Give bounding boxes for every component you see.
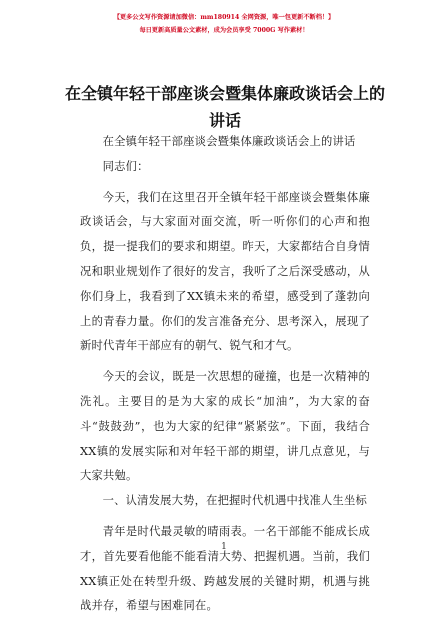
title-line2: 讲话 xyxy=(208,111,241,130)
promo-banner-line1: 【更多公文写作资源请加微信：mm180914 全网资源，唯一包更新不断档！】 xyxy=(113,14,335,21)
section-heading-1: 一、认清发展大势，在把握时代机遇中找准人生坐标 xyxy=(102,494,368,508)
greeting: 同志们： xyxy=(102,159,149,173)
paragraph-1: 今天，我们在这里召开全镇年轻干部座谈会暨集体廉政谈话会，与大家面对面交流，听一听你们的心声和抱负，提一提我们的要求和期望。昨天，大家都结合自身情况和职业规划作了很好的发言，我听了之后深受感动，从你们身上，我看到了XX镇未来的希望，感受到了蓬勃向上的青春力量。你们的发言准备充分、思考深入，展现了新时代青年干部应有的朝气、锐气和才气。 xyxy=(80,190,370,353)
promo-banner-line2: 每日更新高质量公文素材，成为会员享受 7000G 写作素材！ xyxy=(139,27,309,34)
paragraph-2: 今天的会议，既是一次思想的碰撞，也是一次精神的洗礼。主要目的是为大家的成长“加油”，为大家的奋斗“鼓鼓劲”，也为大家的纪律“紧紧弦”。下面，我结合XX镇的发展实际和对年轻干部的期望，讲几点意见，与大家共勉。 xyxy=(80,370,370,483)
paragraph-3: 青年是时代最灵敏的晴雨表。一名干部能不能成长成才，首先要看他能不能看清大势、把握机遇。当前，我们XX镇正处在转型升级、跨越发展的关键时期，机遇与挑战并存，希望与困难同在。 xyxy=(80,524,370,613)
document-title xyxy=(60,80,390,134)
page-number: 1 xyxy=(221,542,227,552)
document-subtitle: 在全镇年轻干部座谈会暨集体廉政谈话会上的讲话 xyxy=(102,135,356,148)
title-line1: 在全镇年轻干部座谈会暨集体廉政谈话会上的 xyxy=(64,84,385,103)
